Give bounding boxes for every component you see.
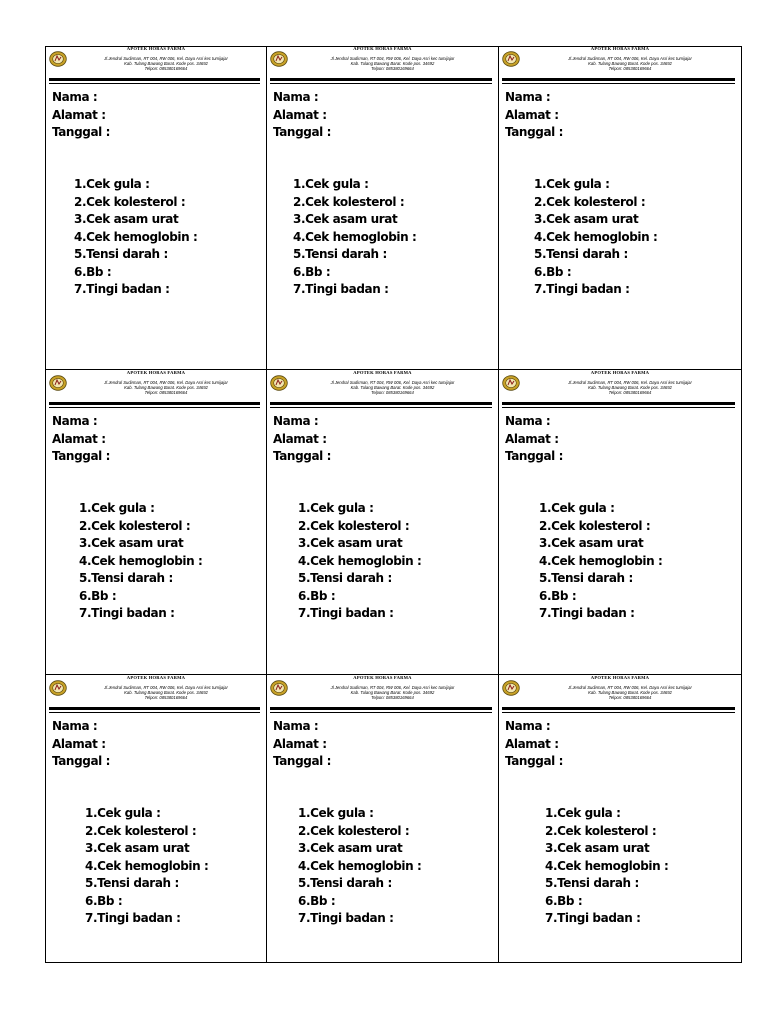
checklist-item: 4.Cek hemoglobin : [298, 858, 422, 873]
pharmacy-logo-icon [502, 51, 520, 67]
patient-field-label: Tanggal : [505, 754, 564, 768]
patient-field-label: Nama : [273, 90, 319, 104]
checklist-item: 2.Cek kolesterol : [534, 194, 646, 209]
address-line: Jl.Jendral Sudirman, RT 004, RW 006, Kel. Daya Asri kec tumijajar [568, 56, 692, 61]
pharmacy-name: APOTEK HORAS FARMA [126, 370, 186, 375]
patient-field-label: Nama : [52, 414, 98, 428]
header-rule-thin [502, 83, 735, 84]
patient-field-label: Nama : [273, 414, 319, 428]
patient-fields [505, 89, 563, 142]
checklist [293, 176, 416, 299]
header-rule-thin [49, 407, 260, 408]
address-line: Kab. Tulang Bawang Barat. Kode pos. 34692 [588, 689, 672, 695]
pharmacy-name: APOTEK HORAS FARMA [353, 675, 412, 680]
checklist-item: 1.Cek gula : [545, 806, 621, 820]
address-line: Kab. Tulang Bawang Barat. Kode pos. 34692 [588, 60, 672, 66]
health-check-card [267, 675, 498, 962]
pharmacy-address [70, 381, 262, 395]
address-line: Jl.Jendral Sudirman, RT 004, RW 006, Kel. Daya Asri kec tumijajar [104, 685, 228, 690]
patient-field-label: Tanggal : [273, 125, 332, 139]
checklist-item: 4.Cek hemoglobin : [85, 858, 209, 873]
patient-field-label: Tanggal : [273, 449, 332, 463]
address-line: Telpon: 085380169664 [371, 65, 414, 71]
address-line: Jl.Jendral Sudirman, RT 004, RW 006, Kel. Daya Asri kec tumijajar [568, 380, 692, 385]
patient-field-label: Nama : [505, 414, 551, 428]
checklist-item: 3.Cek asam urat [298, 536, 403, 550]
checklist-item: 7.Tingi badan : [74, 282, 170, 296]
checklist-item: 5.Tensi darah : [545, 876, 639, 890]
address-line: Telpon: 085380169664 [371, 694, 414, 700]
patient-fields [273, 718, 331, 771]
pharmacy-logo-icon [270, 680, 288, 696]
checklist-item: 4.Cek hemoglobin : [293, 229, 417, 244]
checklist-item: 5.Tensi darah : [85, 876, 179, 890]
patient-field-label: Tanggal : [273, 754, 332, 768]
checklist-item: 2.Cek kolesterol : [545, 823, 657, 838]
health-check-card [267, 46, 498, 369]
patient-field-label: Alamat : [273, 431, 327, 446]
checklist-item: 5.Tensi darah : [79, 571, 173, 585]
checklist-item: 7.Tingi badan : [298, 606, 394, 620]
checklist-item: 3.Cek asam urat [74, 212, 179, 226]
health-check-card [499, 46, 741, 369]
header-rule-thin [502, 712, 735, 713]
checklist-item: 3.Cek asam urat [545, 841, 650, 855]
header-rule-thick [502, 402, 735, 405]
pharmacy-address [291, 57, 494, 71]
checklist-item: 7.Tingi badan : [539, 606, 635, 620]
pharmacy-logo-icon [502, 680, 520, 696]
address-line: Telpon: 085380169664 [608, 694, 652, 700]
header-rule-thin [270, 407, 492, 408]
checklist-item: 4.Cek hemoglobin : [298, 553, 422, 568]
pharmacy-logo-icon [270, 375, 288, 391]
checklist-item: 2.Cek kolesterol : [74, 194, 186, 209]
address-line: Jl.Jendral Sudirman, RT 004, RW 006, Kel. Daya Asri kec tumijajar [104, 380, 228, 385]
pharmacy-address [70, 57, 262, 71]
address-line: Jl.Jendral Sudirman, RT 004, RW 006, Kel. Daya Asri kec tumijajar [330, 56, 455, 61]
checklist-item: 2.Cek kolesterol : [298, 823, 410, 838]
checklist-item: 3.Cek asam urat [298, 841, 403, 855]
patient-field-label: Tanggal : [52, 125, 111, 139]
header-rule-thick [502, 78, 735, 81]
checklist [79, 500, 202, 623]
checklist-item: 6.Bb : [293, 264, 331, 279]
pharmacy-name: APOTEK HORAS FARMA [353, 370, 412, 375]
checklist-item: 6.Bb : [298, 588, 336, 603]
address-line: Jl.Jendral Sudirman, RT 004, RW 006, Kel. Daya Asri kec tumijajar [568, 685, 692, 690]
checklist-item: 4.Cek hemoglobin : [545, 858, 669, 873]
address-line: Telpon: 085380169664 [371, 389, 414, 395]
patient-field-label: Alamat : [505, 107, 559, 122]
pharmacy-logo-icon [502, 375, 520, 391]
checklist-item: 3.Cek asam urat [539, 536, 644, 550]
checklist-item: 4.Cek hemoglobin : [74, 229, 198, 244]
checklist-item: 7.Tingi badan : [534, 282, 630, 296]
checklist-item: 3.Cek asam urat [85, 841, 190, 855]
checklist-item: 1.Cek gula : [85, 806, 161, 820]
address-line: Kab. Tulang Bawang Barat. Kode pos. 34692 [124, 384, 208, 390]
patient-field-label: Tanggal : [505, 449, 564, 463]
column-divider [498, 46, 499, 963]
address-line: Kab. Tulang Bawang Barat. Kode pos. 34692 [350, 384, 435, 390]
address-line: Telpon: 085380169664 [608, 65, 652, 71]
column-divider [266, 46, 267, 963]
header-rule-thick [270, 78, 492, 81]
patient-field-label: Nama : [273, 719, 319, 733]
checklist [298, 500, 421, 623]
patient-field-label: Alamat : [273, 107, 327, 122]
checklist-item: 1.Cek gula : [534, 177, 610, 191]
patient-field-label: Alamat : [52, 431, 106, 446]
checklist-item: 2.Cek kolesterol : [79, 518, 191, 533]
checklist-item: 7.Tingi badan : [298, 911, 394, 925]
checklist-item: 5.Tensi darah : [539, 571, 633, 585]
pharmacy-address [291, 686, 494, 700]
patient-fields [52, 413, 110, 466]
header-rule-thin [49, 83, 260, 84]
patient-field-label: Tanggal : [52, 449, 111, 463]
header-rule-thick [502, 707, 735, 710]
pharmacy-logo-icon [270, 51, 288, 67]
pharmacy-name: APOTEK HORAS FARMA [590, 46, 650, 51]
checklist-item: 6.Bb : [85, 893, 123, 908]
address-line: Jl.Jendral Sudirman, RT 004, RW 006, Kel. Daya Asri kec tumijajar [330, 685, 455, 690]
pharmacy-name: APOTEK HORAS FARMA [590, 675, 650, 680]
checklist-item: 1.Cek gula : [298, 806, 374, 820]
pharmacy-logo-icon [49, 51, 67, 67]
patient-field-label: Nama : [52, 90, 98, 104]
address-line: Telpon: 085380169664 [144, 65, 188, 71]
checklist-item: 6.Bb : [539, 588, 577, 603]
pharmacy-address [523, 57, 737, 71]
patient-field-label: Alamat : [52, 107, 106, 122]
checklist-item: 5.Tensi darah : [298, 571, 392, 585]
checklist-item: 4.Cek hemoglobin : [79, 553, 203, 568]
header-rule-thick [49, 707, 260, 710]
checklist-item: 6.Bb : [74, 264, 112, 279]
health-check-card [267, 370, 498, 674]
pharmacy-name: APOTEK HORAS FARMA [126, 46, 186, 51]
checklist [74, 176, 197, 299]
patient-fields [273, 89, 331, 142]
checklist-item: 2.Cek kolesterol : [539, 518, 651, 533]
patient-fields [52, 89, 110, 142]
pharmacy-logo-icon [49, 680, 67, 696]
pharmacy-address [523, 686, 737, 700]
header-rule-thick [49, 402, 260, 405]
patient-field-label: Alamat : [505, 736, 559, 751]
checklist-item: 1.Cek gula : [74, 177, 150, 191]
pharmacy-name: APOTEK HORAS FARMA [590, 370, 650, 375]
row-divider [45, 674, 742, 675]
header-rule-thin [502, 407, 735, 408]
row-divider [45, 369, 742, 370]
address-line: Kab. Tulang Bawang Barat. Kode pos. 34692 [124, 689, 208, 695]
address-line: Kab. Tulang Bawang Barat. Kode pos. 34692 [350, 60, 435, 66]
address-line: Kab. Tulang Bawang Barat. Kode pos. 34692 [588, 384, 672, 390]
patient-field-label: Alamat : [505, 431, 559, 446]
address-line: Jl.Jendral Sudirman, RT 004, RW 006, Kel. Daya Asri kec tumijajar [330, 380, 455, 385]
pharmacy-address [291, 381, 494, 395]
header-rule-thick [270, 707, 492, 710]
pharmacy-name: APOTEK HORAS FARMA [126, 675, 186, 680]
checklist-item: 6.Bb : [545, 893, 583, 908]
checklist-item: 2.Cek kolesterol : [298, 518, 410, 533]
patient-field-label: Nama : [505, 90, 551, 104]
checklist-item: 6.Bb : [534, 264, 572, 279]
checklist-item: 4.Cek hemoglobin : [534, 229, 658, 244]
header-rule-thin [270, 712, 492, 713]
checklist [545, 805, 668, 928]
checklist-item: 3.Cek asam urat [534, 212, 639, 226]
patient-field-label: Tanggal : [52, 754, 111, 768]
pharmacy-address [523, 381, 737, 395]
patient-field-label: Alamat : [52, 736, 106, 751]
checklist-item: 2.Cek kolesterol : [293, 194, 405, 209]
address-line: Kab. Tulang Bawang Barat. Kode pos. 34692 [124, 60, 208, 66]
patient-fields [505, 718, 563, 771]
address-line: Telpon: 085380169664 [144, 389, 188, 395]
header-rule-thick [49, 78, 260, 81]
health-check-card [46, 675, 266, 962]
checklist-item: 4.Cek hemoglobin : [539, 553, 663, 568]
pharmacy-name: APOTEK HORAS FARMA [353, 46, 412, 51]
health-check-card [46, 46, 266, 369]
health-check-card [46, 370, 266, 674]
header-rule-thick [270, 402, 492, 405]
checklist-item: 7.Tingi badan : [293, 282, 389, 296]
pharmacy-address [70, 686, 262, 700]
checklist [298, 805, 421, 928]
health-check-card [499, 675, 741, 962]
checklist [534, 176, 657, 299]
address-line: Kab. Tulang Bawang Barat. Kode pos. 34692 [350, 689, 435, 695]
checklist [539, 500, 662, 623]
checklist-item: 5.Tensi darah : [293, 247, 387, 261]
patient-fields [52, 718, 110, 771]
checklist-item: 1.Cek gula : [79, 501, 155, 515]
header-rule-thin [49, 712, 260, 713]
pharmacy-logo-icon [49, 375, 67, 391]
checklist-item: 1.Cek gula : [539, 501, 615, 515]
checklist-item: 2.Cek kolesterol : [85, 823, 197, 838]
checklist-item: 7.Tingi badan : [545, 911, 641, 925]
patient-field-label: Alamat : [273, 736, 327, 751]
checklist-item: 1.Cek gula : [293, 177, 369, 191]
patient-field-label: Tanggal : [505, 125, 564, 139]
address-line: Telpon: 085380169664 [608, 389, 652, 395]
checklist [85, 805, 208, 928]
checklist-item: 5.Tensi darah : [74, 247, 168, 261]
checklist-item: 5.Tensi darah : [534, 247, 628, 261]
checklist-item: 6.Bb : [298, 893, 336, 908]
checklist-item: 3.Cek asam urat [79, 536, 184, 550]
checklist-item: 7.Tingi badan : [85, 911, 181, 925]
header-rule-thin [270, 83, 492, 84]
health-check-card [499, 370, 741, 674]
checklist-item: 7.Tingi badan : [79, 606, 175, 620]
checklist-item: 1.Cek gula : [298, 501, 374, 515]
checklist-item: 5.Tensi darah : [298, 876, 392, 890]
patient-field-label: Nama : [505, 719, 551, 733]
checklist-item: 3.Cek asam urat [293, 212, 398, 226]
patient-fields [273, 413, 331, 466]
patient-field-label: Nama : [52, 719, 98, 733]
address-line: Telpon: 085380169664 [144, 694, 188, 700]
checklist-item: 6.Bb : [79, 588, 117, 603]
address-line: Jl.Jendral Sudirman, RT 004, RW 006, Kel. Daya Asri kec tumijajar [104, 56, 228, 61]
patient-fields [505, 413, 563, 466]
